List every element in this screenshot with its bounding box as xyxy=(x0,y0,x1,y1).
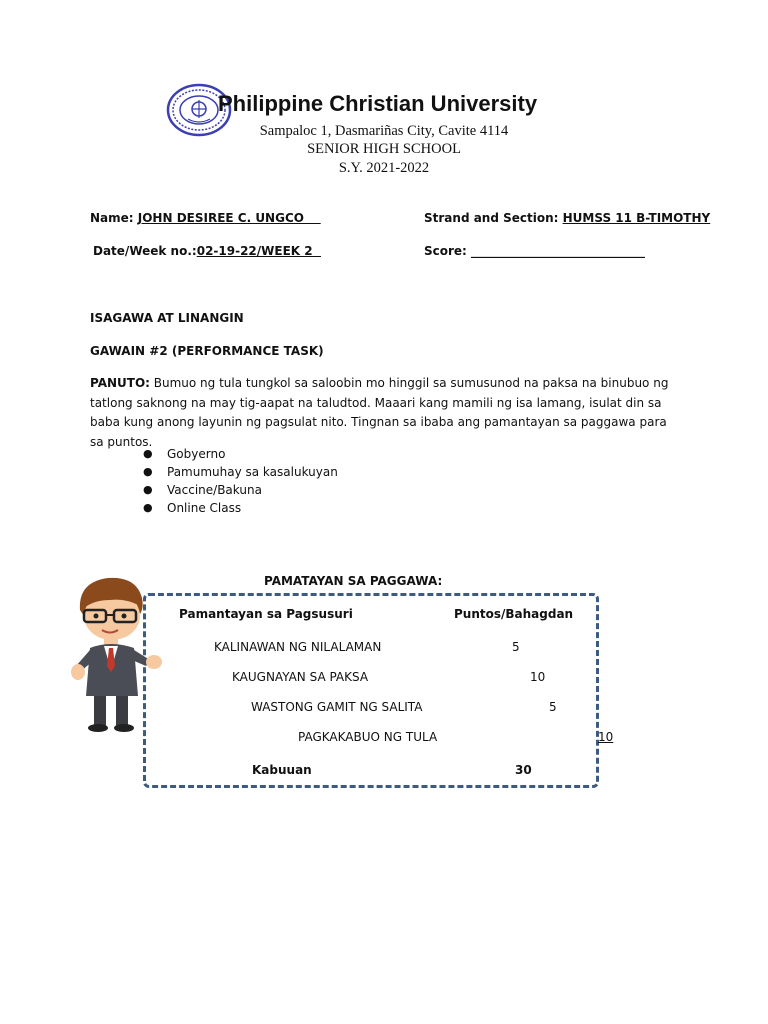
school-year: S.Y. 2021-2022 xyxy=(338,160,430,176)
rubric-criterion: KAUGNAYAN SA PAKSA xyxy=(232,670,369,684)
university-name: Philippine Christian University xyxy=(218,91,538,116)
rubric-criterion: WASTONG GAMIT NG SALITA xyxy=(251,700,423,714)
rubric-col-points: Puntos/Bahagdan xyxy=(454,607,574,621)
strand-section-field: Strand and Section: HUMSS 11 B-TIMOTHY xyxy=(424,211,711,225)
rubric-points: 10 xyxy=(530,670,546,684)
school-address: Sampaloc 1, Dasmariñas City, Cavite 4114 xyxy=(259,123,509,139)
rubric-criterion: KALINAWAN NG NILALAMAN xyxy=(214,640,382,654)
list-item: ● Vaccine/Bakuna xyxy=(143,483,262,497)
instructions: PANUTO: Bumuo ng tula tungkol sa saloobin mo hinggil sa sumusunod na paksa na binubuo ng tatlong saknong na may tig-aapat na taludtod. Maaari kang mamili ng isa lamang, isulat din sa baba kung anong layunin ng pagsulat nito. Tingnan sa ibaba ang pamantayan sa paggawa para sa puntos. xyxy=(90,376,669,449)
task-title: GAWAIN #2 (PERFORMANCE TASK) xyxy=(90,344,324,358)
list-item: ● Gobyerno xyxy=(143,447,226,461)
teacher-cartoon-icon xyxy=(70,574,166,734)
name-field: Name: JOHN DESIREE C. UNGCO xyxy=(90,211,321,225)
rubric-points: 10 xyxy=(598,730,614,744)
rubric-total-value: 30 xyxy=(515,763,532,777)
rubric-total-label: Kabuuan xyxy=(252,763,312,777)
department-name: SENIOR HIGH SCHOOL xyxy=(307,141,461,157)
list-item: ● Pamumuhay sa kasalukuyan xyxy=(143,465,338,479)
rubric-col-criteria: Pamantayan sa Pagsusuri xyxy=(179,607,353,621)
rubric-table-frame xyxy=(143,593,599,788)
section-title: ISAGAWA AT LINANGIN xyxy=(90,311,244,325)
rubric-title: PAMATAYAN SA PAGGAWA: xyxy=(264,574,443,588)
date-week-field: Date/Week no.:02-19-22/WEEK 2 xyxy=(93,244,321,258)
rubric-points: 5 xyxy=(549,700,557,714)
rubric-points: 5 xyxy=(512,640,520,654)
topic-list xyxy=(143,445,338,517)
list-item: ● Online Class xyxy=(143,501,242,515)
rubric-criterion: PAGKAKABUO NG TULA xyxy=(298,730,438,744)
score-field: Score: _____________________________ xyxy=(424,244,646,258)
